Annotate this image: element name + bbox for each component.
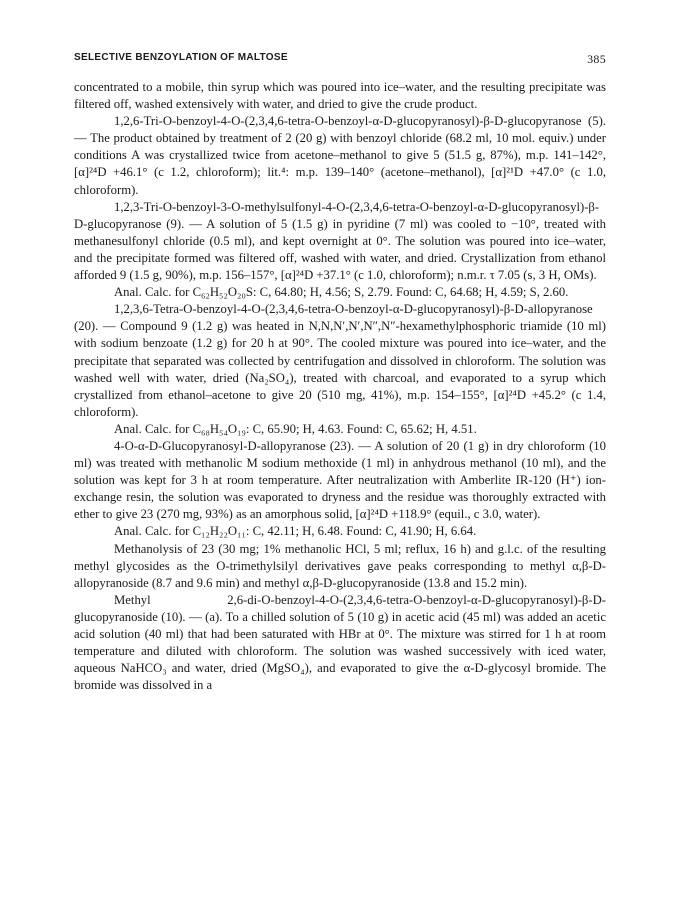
paragraph-compound-20: 1,2,3,6-Tetra-O-benzoyl-4-O-(2,3,4,6-tetra-O-benzoyl-α-D-glucopyranosyl)-β-D-allopyranose (20). — Compound 9 (1.2 g) was heated in N,N,N′,N′,N″,N″-hexamethylphosphoric triamide (10 ml) with sodium benzoate (1.2 g) for 20 h at 90°. The cooled mixture was poured into ice–water, and the precipitate that separated was collected by centrifugation and dissolved in chloroform. The solution was washed well with water, dried (Na₂SO₄), treated with charcoal, and evaporated to a syrup which crystallized from ethanol–acetone to give 20 (510 mg, 41%), m.p. 154–155°, [α]²⁴D +45.2° (c 1.4, chloroform).: [74, 302, 606, 419]
page-number: 385: [587, 52, 606, 66]
paragraph-methanolysis: Methanolysis of 23 (30 mg; 1% methanolic HCl, 5 ml; reflux, 16 h) and g.l.c. of the resulting methyl glycosides as the O-trimethylsilyl derivatives gave peaks corresponding to methyl α,β-D-allopyranoside (8.7 and 9.6 min) and methyl α,β-D-glucopyranoside (13.8 and 15.2 min).: [74, 541, 606, 590]
paragraph-compound-5: 1,2,6-Tri-O-benzoyl-4-O-(2,3,4,6-tetra-O-benzoyl-α-D-glucopyranosyl)-β-D-glucopyranose (5). — The product obtained by treatment of 2 (20 g) with benzoyl chloride (68.2 ml, 10 mol. equiv.) under conditions A was crystallized twice from acetone–methanol to give 5 (51.5 g, 87%), m.p. 141–142°, [α]²⁴D +46.1° (c 1.2, chloroform); lit.⁴: m.p. 139–140° (acetone–methanol), [α]²¹D +47.0° (c 1.0, chloroform).: [74, 114, 606, 197]
article-body: [74, 79, 606, 694]
paragraph-anal-9: Anal. Calc. for C₆₂H₅₂O₂₀S: C, 64.80; H, 4.56; S, 2.79. Found: C, 64.68; H, 4.59; S, 2.60.: [114, 285, 569, 300]
running-title: SELECTIVE BENZOYLATION OF MALTOSE: [74, 52, 288, 63]
running-head: [74, 52, 606, 67]
paragraph-compound-9: 1,2,3-Tri-O-benzoyl-3-O-methylsulfonyl-4-O-(2,3,4,6-tetra-O-benzoyl-α-D-glucopyranosyl)-β-D-glucopyranose (9). — A solution of 5 (1.5 g) in pyridine (7 ml) was cooled to −10°, treated with methanesulfonyl chloride (0.5 ml), and kept overnight at 0°. The solution was poured into ice–water, and the precipitate formed was filtered off, washed with water, and dried. Crystallization from ethanol afforded 9 (1.5 g, 90%), m.p. 156–157°, [α]²⁴D +37.1° (c 1.0, chloroform); n.m.r. τ 7.05 (s, 3 H, OMs).: [74, 199, 606, 283]
paragraph-compound-23: 4-O-α-D-Glucopyranosyl-D-allopyranose (23). — A solution of 20 (1 g) in dry chloroform (10 ml) was treated with methanolic M sodium methoxide (1 ml) in anhydrous methanol (10 ml), and the solution was kept for 3 h at room temperature. After neutralization with Amberlite IR-120 (H⁺) ion-exchange resin, the solution was evaporated to dryness and the residue was thoroughly extracted with ether to give 23 (270 mg, 93%) as an amorphous solid, [α]²⁴D +118.9° (equil., c 3.0, water).: [74, 438, 606, 522]
paragraph-continuation: concentrated to a mobile, thin syrup which was poured into ice–water, and the resulting precipitate was filtered off, washed extensively with water, and dried to give the crude product.: [74, 80, 606, 112]
paragraph-anal-20: Anal. Calc. for C₆₈H₅₄O₁₉: C, 65.90; H, 4.63. Found: C, 65.62; H, 4.51.: [114, 421, 477, 436]
paragraph-anal-23: Anal. Calc. for C₁₂H₂₂O₁₁: C, 42.11; H, 6.48. Found: C, 41.90; H, 6.64.: [114, 524, 477, 539]
paragraph-compound-10: Methyl 2,6-di-O-benzoyl-4-O-(2,3,4,6-tetra-O-benzoyl-α-D-glucopyranosyl)-β-D-glucopyranoside (10). — (a). To a chilled solution of 5 (10 g) in acetic acid (45 ml) was added an acetic acid solution (40 ml) that had been saturated with HBr at 0°. The mixture was stirred for 1 h at room temperature and diluted with chloroform. The solution was washed successively with iced water, aqueous NaHCO₃ and water, dried (MgSO₄), and evaporated to give the α-D-glycosyl bromide. The bromide was dissolved in a: [74, 592, 606, 693]
